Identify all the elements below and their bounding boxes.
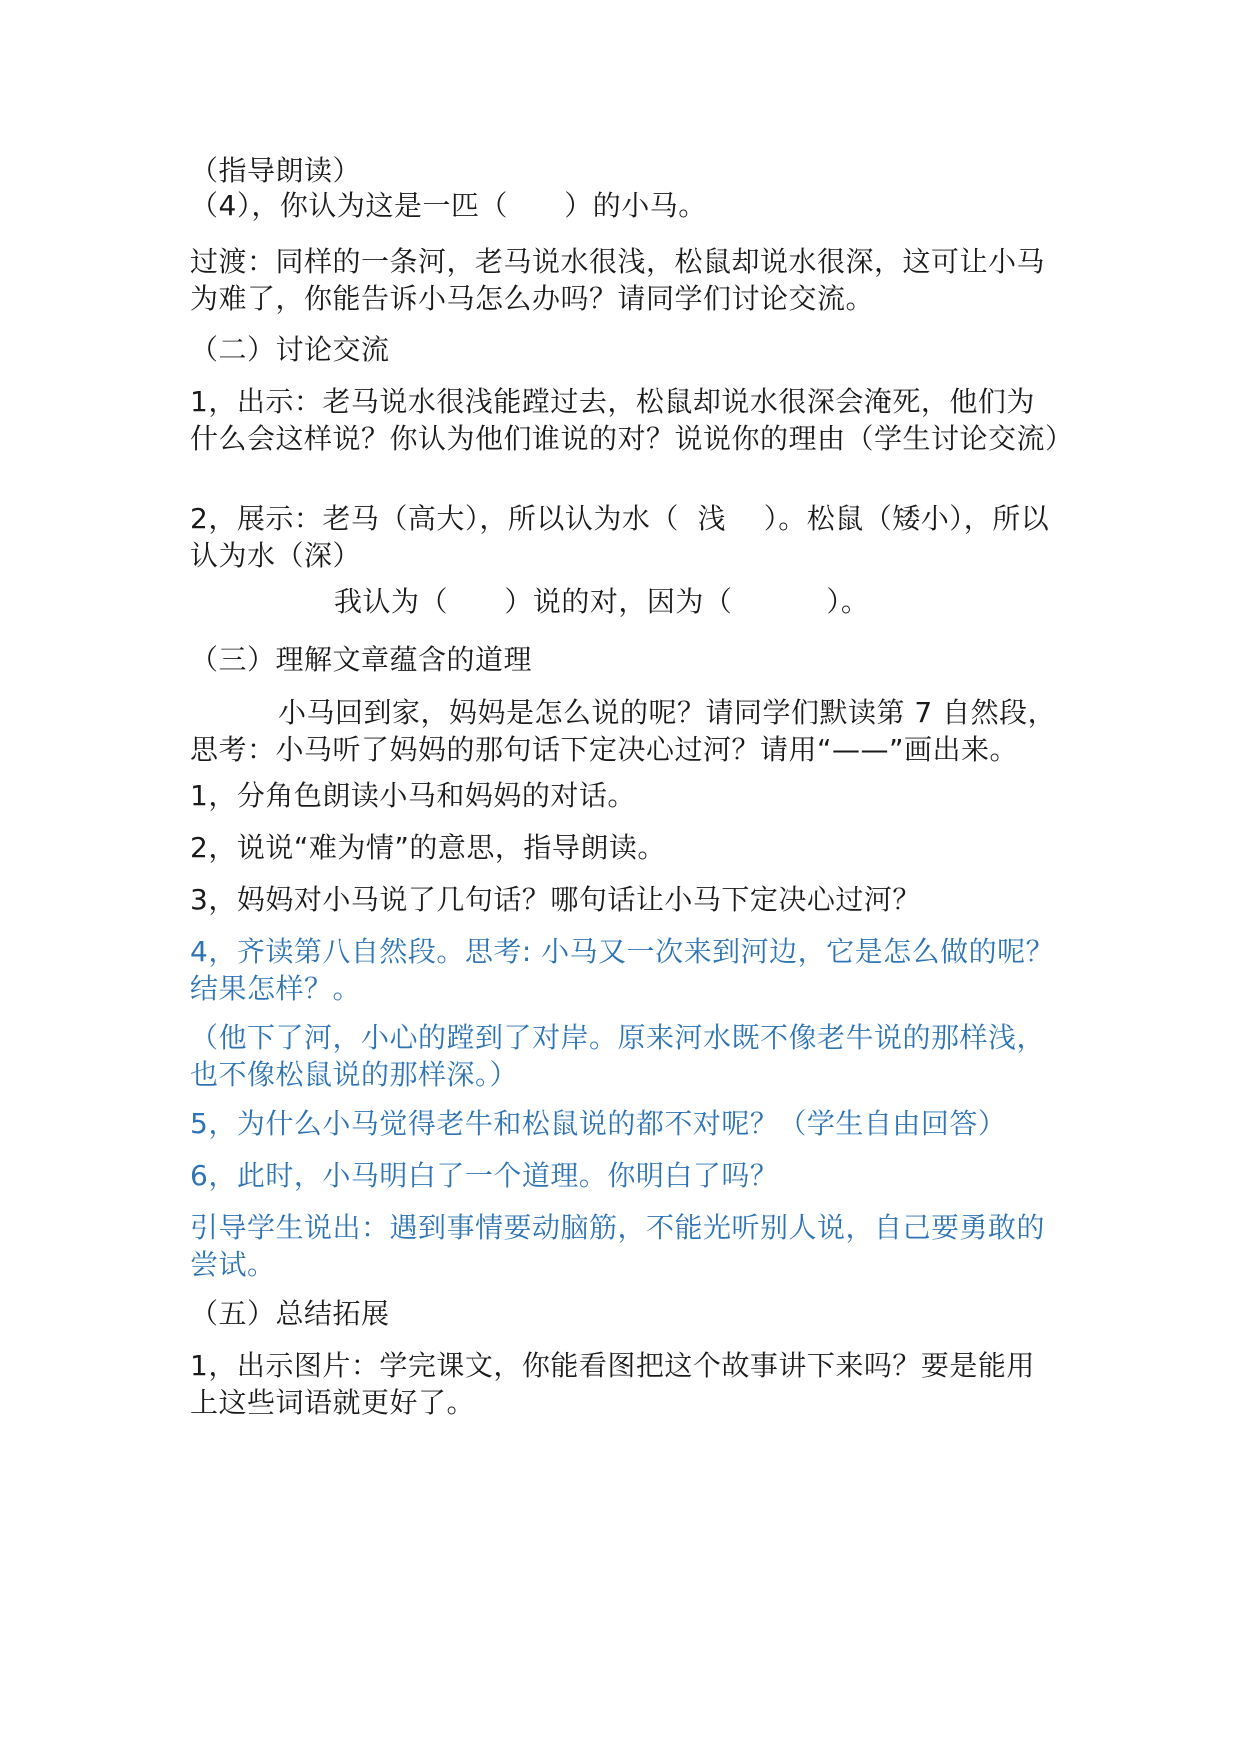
section-heading-summary: （五）总结拓展 — [190, 1297, 390, 1330]
paragraph-opinion-prompt: 我认为（ ）说的对，因为（ ）。 — [334, 585, 870, 618]
paragraph-silent-reading: 小马回到家，妈妈是怎么说的呢？请同学们默读第 7 自然段，思考：小马听了妈妈的那句话下定决心过河？请用“——”画出来。 — [190, 696, 1057, 766]
paragraph-answer: （他下了河，小心的蹚到了对岸。原来河水既不像老牛说的那样浅，也不像松鼠说的那样深。） — [190, 1021, 1046, 1091]
paragraph-guided-reading: （指导朗读） — [190, 154, 362, 187]
paragraph-summary-1: 1，出示图片：学完课文，你能看图把这个故事讲下来吗？要是能用上这些词语就更好了。 — [190, 1349, 1035, 1419]
paragraph-item-5: 5，为什么小马觉得老牛和松鼠说的都不对呢？（学生自由回答） — [190, 1107, 1007, 1140]
paragraph-transition: 过渡：同样的一条河，老马说水很浅，松鼠却说水很深，这可让小马为难了，你能告诉小马怎么办吗？请同学们讨论交流。 — [190, 245, 1046, 315]
paragraph-item-2: 2，说说“难为情”的意思，指导朗读。 — [190, 831, 666, 864]
paragraph-item-4: 4，齐读第八自然段。思考: 小马又一次来到河边，它是怎么做的呢？结果怎样？。 — [190, 935, 1055, 1005]
section-heading-discussion: （二）讨论交流 — [190, 333, 390, 366]
paragraph-question-4: （4），你认为这是一匹（ ）的小马。 — [190, 189, 707, 222]
paragraph-discussion-1: 1，出示：老马说水很浅能蹚过去，松鼠却说水很深会淹死，他们为什么会这样说？你认为他们谁说的对？说说你的理由（学生讨论交流） — [190, 385, 1074, 455]
paragraph-item-6: 6，此时，小马明白了一个道理。你明白了吗？ — [190, 1159, 779, 1192]
paragraph-discussion-2: 2，展示：老马（高大），所以认为水（ 浅 ）。松鼠（矮小），所以认为水（深） — [190, 502, 1050, 572]
section-heading-meaning: （三）理解文章蕴含的道理 — [190, 643, 533, 676]
paragraph-item-3: 3，妈妈对小马说了几句话？哪句话让小马下定决心过河？ — [190, 883, 921, 916]
paragraph-item-1: 1，分角色朗读小马和妈妈的对话。 — [190, 779, 636, 812]
paragraph-guidance: 引导学生说出：遇到事情要动脑筋，不能光听别人说，自己要勇敢的尝试。 — [190, 1211, 1046, 1281]
